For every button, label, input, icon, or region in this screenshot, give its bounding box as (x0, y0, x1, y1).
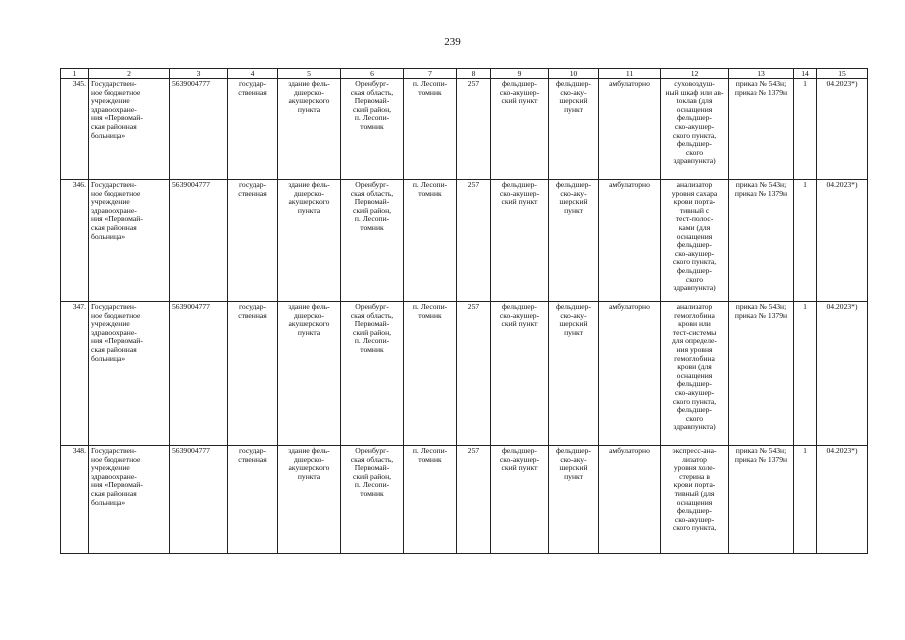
care-conditions: амбулаторно (599, 180, 661, 302)
table-row (61, 302, 868, 446)
quantity: 1 (794, 180, 817, 302)
column-number: 12 (661, 69, 729, 79)
building-type: здание фель- дшерско- акушерского пункта (278, 79, 341, 180)
inn-code: 5639004777 (170, 302, 228, 446)
table-row (61, 446, 868, 554)
unit-name: фельдшер- ско-аку- шерский пункт (549, 446, 599, 554)
row-number: 348. (61, 446, 89, 554)
address: Оренбург- ская область, Первомай- ский район, п. Лесопи- томник (341, 79, 404, 180)
row-number: 345. (61, 79, 89, 180)
ownership-form: государ- ственная (228, 180, 278, 302)
settlement: п. Лесопи- томник (404, 79, 457, 180)
column-number: 1 (61, 69, 89, 79)
unit-name: фельдшер- ско-аку- шерский пункт (549, 79, 599, 180)
building-type: здание фель- дшерско- акушерского пункта (278, 302, 341, 446)
equipment-table (60, 68, 868, 554)
unit-name: фельдшер- ско-аку- шерский пункт (549, 302, 599, 446)
care-conditions: амбулаторно (599, 302, 661, 446)
address: Оренбург- ская область, Первомай- ский район, п. Лесопи- томник (341, 446, 404, 554)
building-type: здание фель- дшерско- акушерского пункта (278, 180, 341, 302)
population: 257 (457, 302, 491, 446)
organization-name: Государствен- ное бюджетное учреждение здравоохране- ния «Первомай- ская районная больница» (89, 180, 170, 302)
regulation-order: приказ № 543н; приказ № 1379н (729, 79, 794, 180)
care-conditions: амбулаторно (599, 446, 661, 554)
care-conditions: амбулаторно (599, 79, 661, 180)
regulation-order: приказ № 543н; приказ № 1379н (729, 302, 794, 446)
address: Оренбург- ская область, Первомай- ский район, п. Лесопи- томник (341, 302, 404, 446)
unit-name: фельдшер- ско-аку- шерский пункт (549, 180, 599, 302)
column-number: 2 (89, 69, 170, 79)
unit-type: фельдшер- ско-акушер- ский пункт (491, 446, 549, 554)
column-number: 6 (341, 69, 404, 79)
regulation-order: приказ № 543н; приказ № 1379н (729, 446, 794, 554)
quantity: 1 (794, 302, 817, 446)
equipment-name: анализатор гемоглобина крови или тест-системы для определе- ния уровня гемоглобина крови (для оснащения фельдшер- ско-акушер- ского пункта, фельдшер- ского здравпункта) (661, 302, 729, 446)
column-number: 9 (491, 69, 549, 79)
settlement: п. Лесопи- томник (404, 302, 457, 446)
quantity: 1 (794, 79, 817, 180)
delivery-date: 04.2023*) (817, 302, 868, 446)
organization-name: Государствен- ное бюджетное учреждение здравоохране- ния «Первомай- ская районная больница» (89, 302, 170, 446)
building-type: здание фель- дшерско- акушерского пункта (278, 446, 341, 554)
page-number: 239 (444, 36, 461, 48)
inn-code: 5639004777 (170, 180, 228, 302)
column-number: 13 (729, 69, 794, 79)
settlement: п. Лесопи- томник (404, 446, 457, 554)
equipment-name: суховоздуш- ный шкаф или ав- tоклав (для оснащения фельдшер- ско-акушер- ского пункта, фельдшер- ского здравпункта) (661, 79, 729, 180)
inn-code: 5639004777 (170, 79, 228, 180)
ownership-form: государ- ственная (228, 79, 278, 180)
equipment-name: экспресс-ана- лизатор уровня холе- стерина в крови порта- тивный (для оснащения фельдшер- ско-акушер- ского пункта, (661, 446, 729, 554)
population: 257 (457, 446, 491, 554)
column-number: 8 (457, 69, 491, 79)
unit-type: фельдшер- ско-акушер- ский пункт (491, 79, 549, 180)
column-number: 3 (170, 69, 228, 79)
row-number: 347. (61, 302, 89, 446)
table-row (61, 180, 868, 302)
inn-code: 5639004777 (170, 446, 228, 554)
population: 257 (457, 180, 491, 302)
address: Оренбург- ская область, Первомай- ский район, п. Лесопи- томник (341, 180, 404, 302)
regulation-order: приказ № 543н; приказ № 1379н (729, 180, 794, 302)
table-header-row (61, 69, 868, 79)
settlement: п. Лесопи- томник (404, 180, 457, 302)
ownership-form: государ- ственная (228, 302, 278, 446)
delivery-date: 04.2023*) (817, 79, 868, 180)
column-number: 10 (549, 69, 599, 79)
organization-name: Государствен- ное бюджетное учреждение здравоохране- ния «Первомай- ская районная больница» (89, 79, 170, 180)
column-number: 14 (794, 69, 817, 79)
ownership-form: государ- ственная (228, 446, 278, 554)
population: 257 (457, 79, 491, 180)
delivery-date: 04.2023*) (817, 446, 868, 554)
column-number: 11 (599, 69, 661, 79)
delivery-date: 04.2023*) (817, 180, 868, 302)
column-number: 4 (228, 69, 278, 79)
unit-type: фельдшер- ско-акушер- ский пункт (491, 302, 549, 446)
row-number: 346. (61, 180, 89, 302)
column-number: 5 (278, 69, 341, 79)
equipment-name: анализатор уровня сахара крови порта- тивный с тест-полос- ками (для оснащения фельдшер- ско-акушер- ского пункта, фельдшер- ского здравпункта) (661, 180, 729, 302)
column-number: 15 (817, 69, 868, 79)
quantity: 1 (794, 446, 817, 554)
column-number: 7 (404, 69, 457, 79)
table-row (61, 79, 868, 180)
organization-name: Государствен- ное бюджетное учреждение здравоохране- ния «Первомай- ская районная больница» (89, 446, 170, 554)
unit-type: фельдшер- ско-акушер- ский пункт (491, 180, 549, 302)
